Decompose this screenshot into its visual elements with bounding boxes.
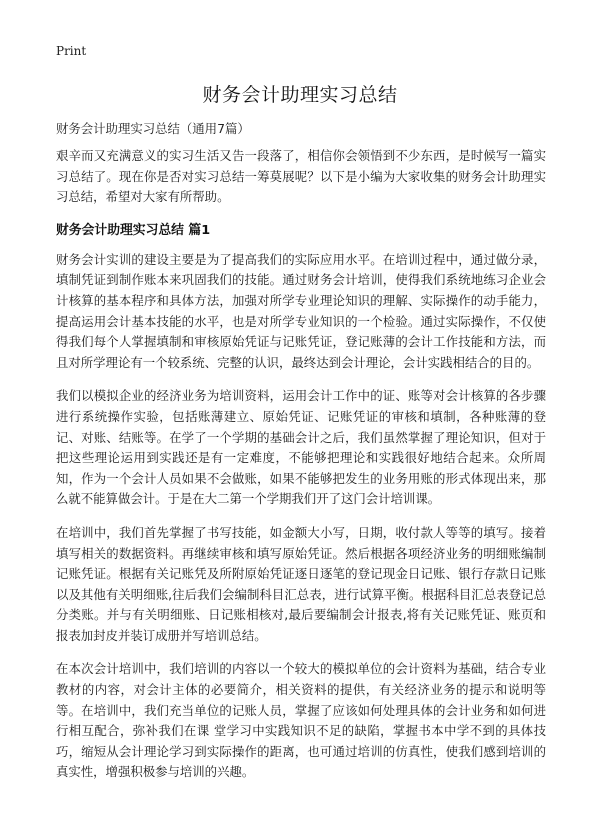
page-subtitle: 财务会计助理实习总结（通用7篇）	[56, 121, 250, 136]
section-heading: 财务会计助理实习总结 篇1	[56, 222, 211, 238]
body-paragraph-2: 我们以模拟企业的经济业务为培训资料，运用会计工作中的证、账等对会计核算的各步骤进行系统操作实验，包括账薄建立、原始凭证、记账凭证的审核和填制，各种账薄的登记、对账、结账等。在学了一个学期的基础会计之后，我们虽然掌握了理论知识，但对于把这些理论运用到实践还是有一定难度，不能够把理论和实践很好地结合起来。众所周知，作为一个会计人员如果不会做账，如果不能够把发生的业务用账的形式体现出来，那么就不能算做会计。于是在大二第一个学期我们开了这门会计培训课。	[56, 388, 546, 507]
body-paragraph-4: 在本次会计培训中，我们培训的内容以一个较大的模拟单位的会计资料为基础，结合专业教材的内容，对会计主体的必要简介，相关资料的提供，有关经济业务的提示和说明等等。在培训中，我们充当单位的记账人员，掌握了应该如何处理具体的会计业务和如何进行相互配合，弥补我们在课 堂学习中实践知识不足的缺陷，掌握书本中学不到的具体技巧，缩短从会计理论学习到实际操作的距离，也可通过培训的仿真性，使我们感到培训的真实性，增强积极参与培训的兴趣。	[56, 661, 546, 780]
article-body	[56, 146, 546, 796]
print-link[interactable]: Print	[56, 44, 87, 58]
page-title: 财务会计助理实习总结	[202, 84, 398, 106]
body-paragraph-3: 在培训中，我们首先掌握了书写技能，如金额大小写，日期，收付款人等等的填写。接着填写相关的数据资料。再继续审核和填写原始凭证。然后根据各项经济业务的明细账编制记账凭证。根据有关记账凭及所附原始凭证逐日逐笔的登记现金日记账、银行存款日记账以及其他有关明细账,往后我们会编制科目汇总表，进行试算平衡。根据科目汇总表登记总分类账。并与有关明细账、日记账相核对,最后要编制会计报表,将有关记账凭证、账页和报表加封皮并装订成册并写培训总结。	[56, 524, 546, 643]
intro-paragraph: 艰辛而又充满意义的实习生活又告一段落了，相信你会领悟到不少东西，是时候写一篇实习总结了。现在你是否对实习总结一筹莫展呢？以下是小编为大家收集的财务会计助理实习总结，希望对大家有所帮助。	[56, 148, 546, 205]
body-paragraph-1: 财务会计实训的建设主要是为了提高我们的实际应用水平。在培训过程中，通过做分录，填制凭证到制作账本来巩固我们的技能。通过财务会计培训，使得我们系统地练习企业会计核算的基本程序和具体方法，加强对所学专业理论知识的理解、实际操作的动手能力，提高运用会计基本技能的水平，也是对所学专业知识的一个检验。通过实际操作，不仅使得我们每个人掌握填制和审核原始凭证与记账凭证，登记账薄的会计工作技能和方法，而且对所学理论有一个较系统、完整的认识，最终达到会计理论，会计实践相结合的目的。	[56, 251, 546, 370]
